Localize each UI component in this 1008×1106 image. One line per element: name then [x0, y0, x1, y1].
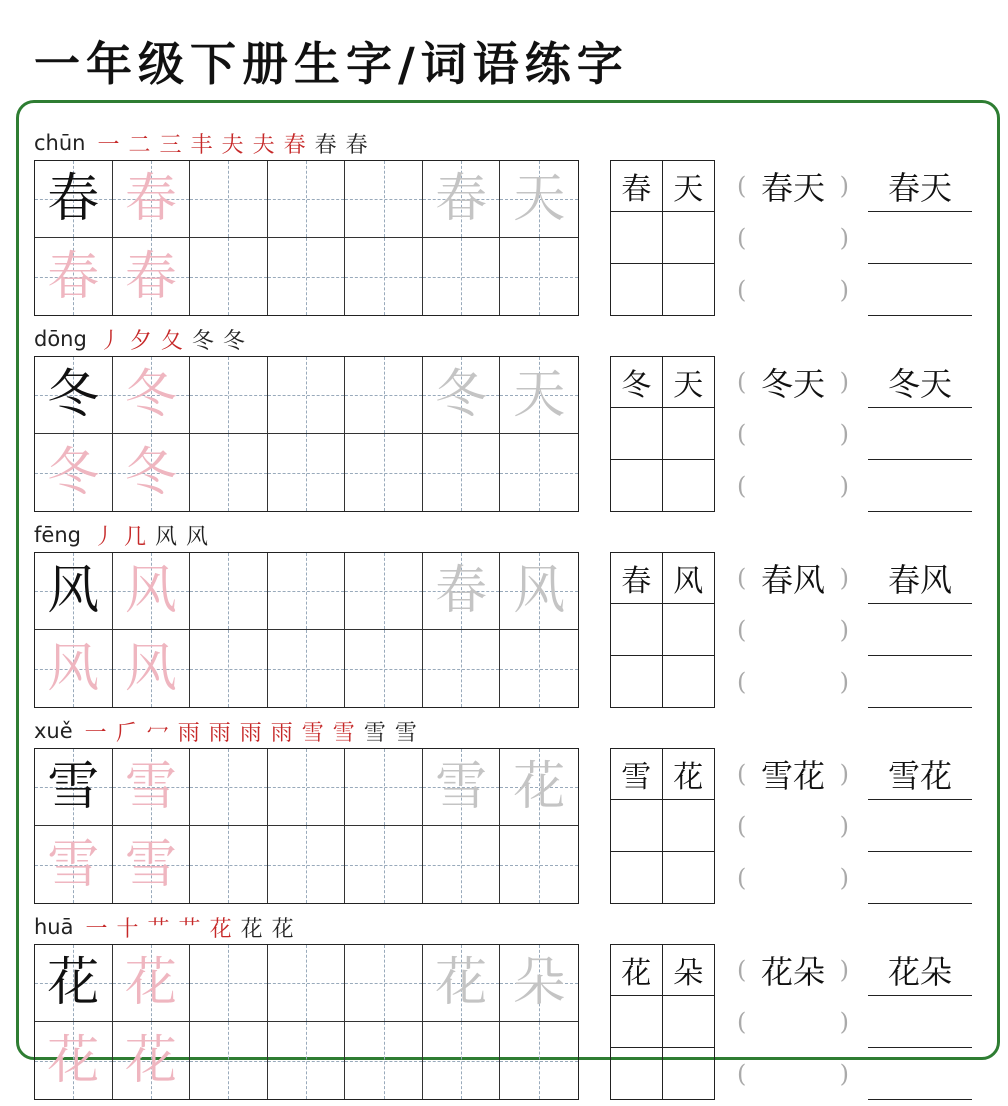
grid-cell[interactable]	[268, 826, 346, 903]
grid-cell[interactable]	[113, 161, 191, 238]
grid-cell[interactable]	[500, 434, 578, 511]
paren-column	[737, 748, 849, 904]
close-paren: )	[839, 1008, 849, 1036]
paren-blank[interactable]	[737, 552, 849, 604]
stroke-step: 夂	[160, 328, 183, 354]
stroke-step: 春	[314, 132, 337, 158]
open-paren: (	[737, 224, 747, 252]
answer-word: 花朵	[887, 953, 952, 991]
open-paren: (	[737, 616, 747, 644]
paren-word: 雪花	[760, 757, 825, 795]
trace-char: 雪	[47, 834, 100, 895]
grid-cell[interactable]	[35, 161, 113, 238]
grid-cell[interactable]	[268, 357, 346, 434]
close-paren: )	[839, 616, 849, 644]
paren-blank[interactable]	[737, 748, 849, 800]
grid-cell[interactable]	[268, 161, 346, 238]
stroke-step: 一	[85, 916, 108, 942]
pinyin-label: huā	[34, 915, 74, 939]
grid-cell[interactable]	[423, 434, 501, 511]
trace-char: 春	[435, 561, 488, 621]
answer-line[interactable]	[868, 996, 972, 1048]
char-row	[34, 126, 994, 322]
char-row	[34, 518, 994, 714]
trace-char: 风	[124, 561, 177, 621]
grid-cell[interactable]	[35, 945, 113, 1022]
trace-char: 天	[513, 169, 566, 229]
grid-cell[interactable]	[35, 826, 113, 903]
answer-line[interactable]	[868, 408, 972, 460]
stroke-order-line	[34, 126, 377, 160]
grid-cell[interactable]	[345, 749, 423, 826]
trace-char: 天	[513, 365, 566, 425]
stroke-step: 丿	[98, 328, 121, 354]
grid-cell[interactable]	[500, 357, 578, 434]
word-box	[610, 552, 715, 708]
grid-cell[interactable]	[423, 749, 501, 826]
answer-word: 雪花	[887, 757, 952, 795]
close-paren: )	[839, 276, 849, 304]
grid-cell[interactable]	[423, 945, 501, 1022]
word-box-cell[interactable]	[663, 800, 715, 851]
trace-char: 冬	[124, 442, 177, 503]
trace-char: 风	[124, 638, 177, 699]
char-row	[34, 910, 994, 1106]
grid-cell[interactable]	[268, 238, 346, 315]
trace-char: 春	[124, 169, 177, 229]
trace-char: 冬	[435, 365, 488, 425]
grid-cell[interactable]	[113, 434, 191, 511]
word-char: 春	[621, 172, 652, 208]
grid-cell[interactable]	[423, 357, 501, 434]
word-box-cell[interactable]	[611, 604, 663, 655]
word-char: 冬	[621, 368, 652, 404]
grid-cell[interactable]	[113, 238, 191, 315]
answer-line[interactable]	[868, 160, 972, 212]
word-box-cell[interactable]	[663, 161, 715, 212]
answer-column	[868, 748, 972, 904]
grid-cell[interactable]	[345, 826, 423, 903]
trace-char: 雪	[124, 834, 177, 895]
open-paren: (	[737, 368, 747, 396]
trace-char: 雪	[124, 757, 177, 817]
word-box-cell[interactable]	[663, 656, 715, 707]
stroke-step: 冖	[146, 720, 169, 746]
grid-cell[interactable]	[190, 357, 268, 434]
grid-cell[interactable]	[35, 357, 113, 434]
open-paren: (	[737, 420, 747, 448]
answer-line[interactable]	[868, 656, 972, 708]
model-char: 雪	[47, 757, 100, 817]
word-box-cell[interactable]	[611, 1048, 663, 1099]
word-char: 花	[673, 760, 704, 796]
stroke-step: 冬	[222, 328, 245, 354]
close-paren: )	[839, 564, 849, 592]
stroke-order-line	[34, 518, 217, 552]
grid-cell[interactable]	[190, 434, 268, 511]
open-paren: (	[737, 1008, 747, 1036]
char-row	[34, 714, 994, 910]
word-box-cell[interactable]	[611, 161, 663, 212]
stroke-step: 雨	[239, 720, 262, 746]
word-box	[610, 748, 715, 904]
grid-cell[interactable]	[190, 749, 268, 826]
grid-cell[interactable]	[500, 630, 578, 707]
answer-line[interactable]	[868, 264, 972, 316]
word-box-cell[interactable]	[611, 852, 663, 903]
stroke-step: 春	[283, 132, 306, 158]
grid-cell[interactable]	[268, 1022, 346, 1099]
pinyin-label: xuě	[34, 719, 73, 743]
grid-cell[interactable]	[345, 357, 423, 434]
answer-line[interactable]	[868, 552, 972, 604]
grid-cell[interactable]	[35, 553, 113, 630]
stroke-step: 风	[154, 524, 177, 550]
grid-cell[interactable]	[268, 945, 346, 1022]
grid-cell[interactable]	[35, 434, 113, 511]
close-paren: )	[839, 1060, 849, 1088]
trace-char: 风	[47, 638, 100, 699]
stroke-step: 雪	[332, 720, 355, 746]
trace-char: 花	[435, 953, 488, 1013]
grid-cell[interactable]	[35, 1022, 113, 1099]
stroke-step: 雨	[177, 720, 200, 746]
word-box	[610, 944, 715, 1100]
paren-blank[interactable]	[737, 1048, 849, 1100]
grid-cell[interactable]	[500, 161, 578, 238]
open-paren: (	[737, 956, 747, 984]
grid-cell[interactable]	[35, 238, 113, 315]
stroke-step: 花	[240, 916, 263, 942]
paren-blank[interactable]	[737, 996, 849, 1048]
paren-blank[interactable]	[737, 356, 849, 408]
open-paren: (	[737, 276, 747, 304]
word-box-cell[interactable]	[663, 1048, 715, 1099]
model-char: 花	[47, 953, 100, 1013]
stroke-step: 丰	[190, 132, 213, 158]
answer-word: 冬天	[887, 365, 952, 403]
answer-line[interactable]	[868, 1048, 972, 1100]
trace-char: 春	[435, 169, 488, 229]
word-box-cell[interactable]	[611, 553, 663, 604]
word-box-cell[interactable]	[663, 264, 715, 315]
answer-line[interactable]	[868, 356, 972, 408]
trace-char: 春	[124, 246, 177, 307]
grid-cell[interactable]	[35, 749, 113, 826]
stroke-step: 一	[97, 132, 120, 158]
word-box-cell[interactable]	[663, 553, 715, 604]
grid-cell[interactable]	[113, 945, 191, 1022]
answer-column	[868, 944, 972, 1100]
answer-column	[868, 552, 972, 708]
trace-char: 雪	[435, 757, 488, 817]
paren-blank[interactable]	[737, 408, 849, 460]
stroke-step: 艹	[147, 916, 170, 942]
close-paren: )	[839, 224, 849, 252]
answer-line[interactable]	[868, 800, 972, 852]
stroke-step: 二	[128, 132, 151, 158]
grid-cell[interactable]	[500, 826, 578, 903]
close-paren: )	[839, 668, 849, 696]
grid-cell[interactable]	[423, 630, 501, 707]
grid-cell[interactable]	[190, 553, 268, 630]
stroke-order-line	[34, 910, 303, 944]
word-box	[610, 356, 715, 512]
word-box-cell[interactable]	[611, 656, 663, 707]
grid-cell[interactable]	[190, 1022, 268, 1099]
grid-cell[interactable]	[113, 749, 191, 826]
model-char: 风	[47, 561, 100, 621]
word-box-cell[interactable]	[663, 852, 715, 903]
stroke-step: 艹	[178, 916, 201, 942]
word-box-cell[interactable]	[663, 460, 715, 511]
answer-line[interactable]	[868, 944, 972, 996]
grid-cell[interactable]	[423, 238, 501, 315]
answer-line[interactable]	[868, 604, 972, 656]
grid-cell[interactable]	[268, 434, 346, 511]
paren-word: 冬天	[760, 365, 825, 403]
answer-line[interactable]	[868, 212, 972, 264]
word-box-cell[interactable]	[611, 460, 663, 511]
writing-grid	[34, 160, 579, 316]
grid-cell[interactable]	[345, 553, 423, 630]
word-box-cell[interactable]	[663, 749, 715, 800]
grid-cell[interactable]	[35, 630, 113, 707]
word-char: 雪	[621, 760, 652, 796]
pinyin-label: chūn	[34, 131, 86, 155]
writing-grid	[34, 944, 579, 1100]
grid-cell[interactable]	[268, 749, 346, 826]
grid-cell[interactable]	[113, 1022, 191, 1099]
stroke-step: 花	[271, 916, 294, 942]
grid-cell[interactable]	[500, 1022, 578, 1099]
grid-cell[interactable]	[190, 945, 268, 1022]
model-char: 春	[47, 169, 100, 229]
paren-word: 春风	[760, 561, 825, 599]
grid-cell[interactable]	[423, 826, 501, 903]
paren-word: 花朵	[760, 953, 825, 991]
answer-word: 春天	[887, 169, 952, 207]
trace-char: 风	[513, 561, 566, 621]
word-box-cell[interactable]	[663, 408, 715, 459]
word-box-cell[interactable]	[663, 357, 715, 408]
close-paren: )	[839, 420, 849, 448]
paren-blank[interactable]	[737, 656, 849, 708]
paren-blank[interactable]	[737, 212, 849, 264]
stroke-step: 𠂆	[115, 720, 138, 746]
stroke-step: 冬	[191, 328, 214, 354]
paren-column	[737, 944, 849, 1100]
paren-column	[737, 160, 849, 316]
stroke-order-line	[34, 322, 254, 356]
grid-cell[interactable]	[345, 630, 423, 707]
stroke-step: 夕	[129, 328, 152, 354]
grid-cell[interactable]	[268, 553, 346, 630]
answer-line[interactable]	[868, 852, 972, 904]
grid-cell[interactable]	[345, 1022, 423, 1099]
grid-cell[interactable]	[113, 553, 191, 630]
close-paren: )	[839, 812, 849, 840]
paren-column	[737, 552, 849, 708]
answer-line[interactable]	[868, 460, 972, 512]
close-paren: )	[839, 760, 849, 788]
close-paren: )	[839, 956, 849, 984]
stroke-step: 十	[116, 916, 139, 942]
stroke-step: 丿	[92, 524, 115, 550]
trace-char: 冬	[124, 365, 177, 425]
grid-cell[interactable]	[500, 945, 578, 1022]
close-paren: )	[839, 864, 849, 892]
paren-blank[interactable]	[737, 800, 849, 852]
close-paren: )	[839, 368, 849, 396]
grid-cell[interactable]	[190, 630, 268, 707]
close-paren: )	[839, 172, 849, 200]
stroke-step: 夫	[221, 132, 244, 158]
word-char: 天	[673, 368, 704, 404]
grid-cell[interactable]	[268, 630, 346, 707]
word-box-cell[interactable]	[611, 749, 663, 800]
stroke-step: 三	[159, 132, 182, 158]
grid-cell[interactable]	[423, 161, 501, 238]
trace-char: 朵	[513, 953, 566, 1013]
grid-cell[interactable]	[190, 161, 268, 238]
writing-grid	[34, 552, 579, 708]
answer-column	[868, 356, 972, 512]
paren-blank[interactable]	[737, 604, 849, 656]
grid-cell[interactable]	[345, 434, 423, 511]
word-box-cell[interactable]	[611, 212, 663, 263]
grid-cell[interactable]	[190, 238, 268, 315]
grid-cell[interactable]	[345, 161, 423, 238]
word-box-cell[interactable]	[611, 408, 663, 459]
word-box-cell[interactable]	[611, 357, 663, 408]
paren-blank[interactable]	[737, 944, 849, 996]
word-char: 风	[673, 564, 704, 600]
stroke-step: 风	[186, 524, 209, 550]
word-char: 天	[673, 172, 704, 208]
word-box	[610, 160, 715, 316]
grid-cell[interactable]	[500, 749, 578, 826]
paren-blank[interactable]	[737, 264, 849, 316]
close-paren: )	[839, 472, 849, 500]
word-box-cell[interactable]	[663, 945, 715, 996]
grid-cell[interactable]	[500, 238, 578, 315]
char-row	[34, 322, 994, 518]
open-paren: (	[737, 1060, 747, 1088]
stroke-step: 几	[123, 524, 146, 550]
trace-char: 冬	[47, 442, 100, 503]
grid-cell[interactable]	[423, 1022, 501, 1099]
word-box-cell[interactable]	[611, 996, 663, 1047]
stroke-step: 雪	[363, 720, 386, 746]
word-box-cell[interactable]	[611, 945, 663, 996]
trace-char: 花	[513, 757, 566, 817]
paren-word: 春天	[760, 169, 825, 207]
paren-blank[interactable]	[737, 852, 849, 904]
word-box-cell[interactable]	[663, 604, 715, 655]
grid-cell[interactable]	[423, 553, 501, 630]
stroke-step: 花	[209, 916, 232, 942]
open-paren: (	[737, 864, 747, 892]
grid-cell[interactable]	[113, 826, 191, 903]
paren-column	[737, 356, 849, 512]
stroke-step: 一	[84, 720, 107, 746]
trace-char: 花	[124, 1030, 177, 1091]
open-paren: (	[737, 812, 747, 840]
paren-blank[interactable]	[737, 460, 849, 512]
stroke-step: 雪	[301, 720, 324, 746]
grid-cell[interactable]	[113, 357, 191, 434]
open-paren: (	[737, 172, 747, 200]
word-box-cell[interactable]	[663, 212, 715, 263]
grid-cell[interactable]	[113, 630, 191, 707]
grid-cell[interactable]	[500, 553, 578, 630]
stroke-step: 春	[345, 132, 368, 158]
answer-word: 春风	[887, 561, 952, 599]
open-paren: (	[737, 564, 747, 592]
word-box-cell[interactable]	[611, 264, 663, 315]
page-title: 一年级下册生字/词语练字	[34, 37, 629, 91]
pinyin-label: dōng	[34, 327, 87, 351]
answer-column	[868, 160, 972, 316]
grid-cell[interactable]	[345, 945, 423, 1022]
stroke-step: 夫	[252, 132, 275, 158]
trace-char: 花	[124, 953, 177, 1013]
grid-cell[interactable]	[345, 238, 423, 315]
grid-cell[interactable]	[190, 826, 268, 903]
writing-grid	[34, 748, 579, 904]
open-paren: (	[737, 760, 747, 788]
stroke-step: 雨	[270, 720, 293, 746]
stroke-step: 雪	[394, 720, 417, 746]
word-char: 花	[621, 956, 652, 992]
trace-char: 花	[47, 1030, 100, 1091]
pinyin-label: fēng	[34, 523, 81, 547]
answer-line[interactable]	[868, 748, 972, 800]
word-char: 朵	[673, 956, 704, 992]
paren-blank[interactable]	[737, 160, 849, 212]
word-box-cell[interactable]	[663, 996, 715, 1047]
word-char: 春	[621, 564, 652, 600]
stroke-order-line	[34, 714, 426, 748]
writing-grid	[34, 356, 579, 512]
open-paren: (	[737, 472, 747, 500]
stroke-step: 雨	[208, 720, 231, 746]
trace-char: 春	[47, 246, 100, 307]
open-paren: (	[737, 668, 747, 696]
word-box-cell[interactable]	[611, 800, 663, 851]
model-char: 冬	[47, 365, 100, 425]
